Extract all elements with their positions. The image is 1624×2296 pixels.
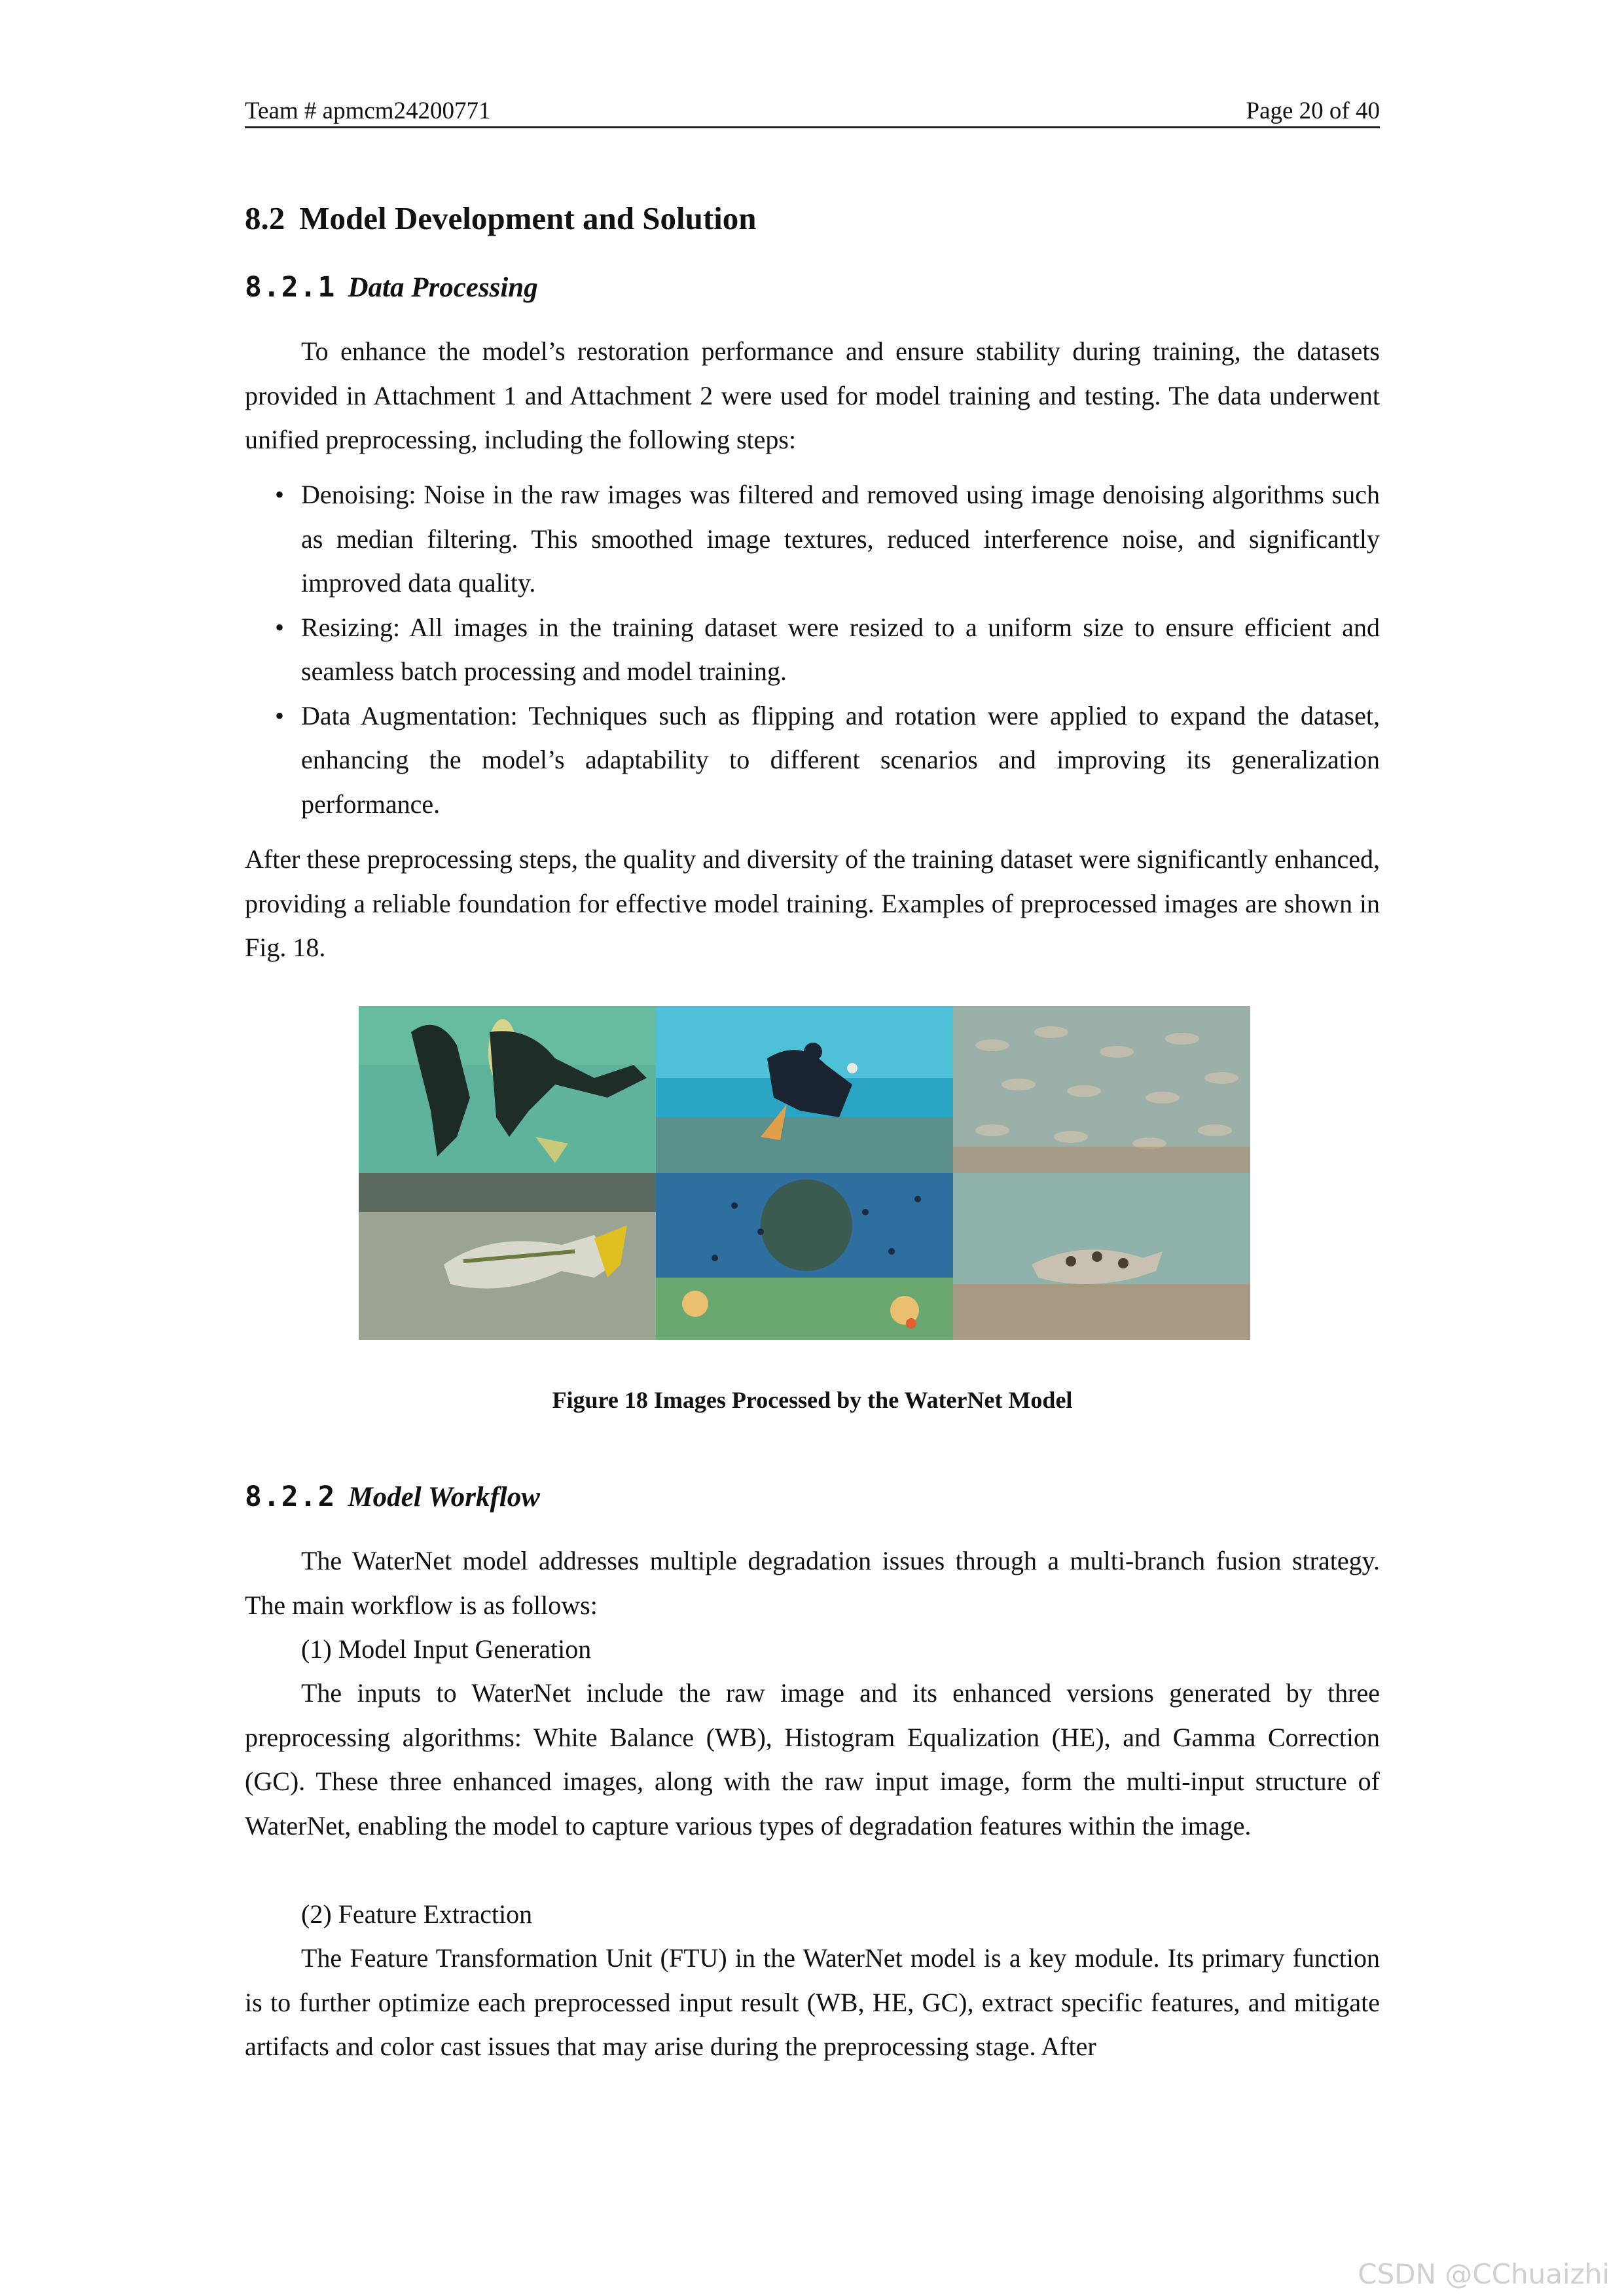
section-number: 8.2 xyxy=(245,200,285,236)
list-item: • Resizing: All images in the training dataset were resized to a uniform size to ensure efficient and seamless batch processing and model training. xyxy=(245,605,1380,694)
step2-title: (2) Feature Extraction xyxy=(301,1899,533,1929)
workflow-intro-paragraph: The WaterNet model addresses multiple degradation issues through a multi-branch fusion strategy. The main workflow is as follows: xyxy=(245,1546,1380,1620)
figure-image-shark-seabed xyxy=(953,1173,1250,1340)
figure-18-image-grid xyxy=(359,1006,1250,1340)
page-header xyxy=(245,93,1380,128)
csdn-watermark: CSDN @CChuaizhi xyxy=(1358,2258,1610,2290)
step2-paragraph: The Feature Transformation Unit (FTU) in the WaterNet model is a key module. Its primary function is to further optimize each preprocessed input result (WB, HE, GC), extract specific features, and mitigate artifacts and color cast issues that may arise during the preprocessing stage. After xyxy=(245,1943,1380,2061)
step1-title: (1) Model Input Generation xyxy=(301,1634,592,1664)
figure-image-goatfish-sand xyxy=(359,1173,656,1340)
subsection-title: Model Workflow xyxy=(348,1482,540,1513)
step1-paragraph: The inputs to WaterNet include the raw image and its enhanced versions generated by three preprocessing algorithms: White Balance (WB), Histogram Equalization (HE), and Gamma Correction (GC). These three enhanced images, along with the raw input image, form the multi-input structure of WaterNet, enabling the model to capture various types of degradation features within the image. xyxy=(245,1678,1380,1840)
bullet-icon: • xyxy=(275,700,285,730)
intro-paragraph: To enhance the model’s restoration performance and ensure stability during training, the datasets provided in Attachment 1 and Attachment 2 were used for model training and testing. The data underwent unified preprocessing, including the following steps: xyxy=(245,336,1380,454)
list-item: • Denoising: Noise in the raw images was filtered and removed using image denoising algorithms such as median filtering. This smoothed image textures, reduced interference noise, and significantly improved data quality. xyxy=(245,473,1380,605)
page-number: Page 20 of 40 xyxy=(1246,98,1380,124)
figure-image-divers-green xyxy=(359,1006,656,1173)
figure-image-diver-reef xyxy=(656,1006,953,1173)
subsection-number: 8.2.1 xyxy=(245,271,336,304)
bullet-icon: • xyxy=(275,480,285,509)
figure-image-coral-reef xyxy=(656,1173,953,1340)
bullet-icon: • xyxy=(275,612,285,642)
subsection-title: Data Processing xyxy=(348,272,538,303)
after-bullets-paragraph: After these preprocessing steps, the quality and diversity of the training dataset were significantly enhanced, providing a reliable foundation for effective model training. Examples of preprocessed images are shown in Fig. 18. xyxy=(245,844,1380,962)
subsection-heading-data-processing xyxy=(245,271,538,304)
preprocessing-steps-list xyxy=(245,473,1380,826)
figure-image-fish-school xyxy=(953,1006,1250,1173)
subsection-number: 8.2.2 xyxy=(245,1480,336,1513)
subsection-heading-model-workflow xyxy=(245,1480,540,1513)
section-title: Model Development and Solution xyxy=(299,200,757,236)
list-item: • Data Augmentation: Techniques such as flipping and rotation were applied to expand the dataset, enhancing the model’s adaptability to different scenarios and improving its generalization performance. xyxy=(245,694,1380,827)
figure-caption: Figure 18 Images Processed by the WaterNet Model xyxy=(552,1387,1073,1413)
team-id: Team # apmcm24200771 xyxy=(245,98,491,124)
section-heading xyxy=(245,200,757,237)
